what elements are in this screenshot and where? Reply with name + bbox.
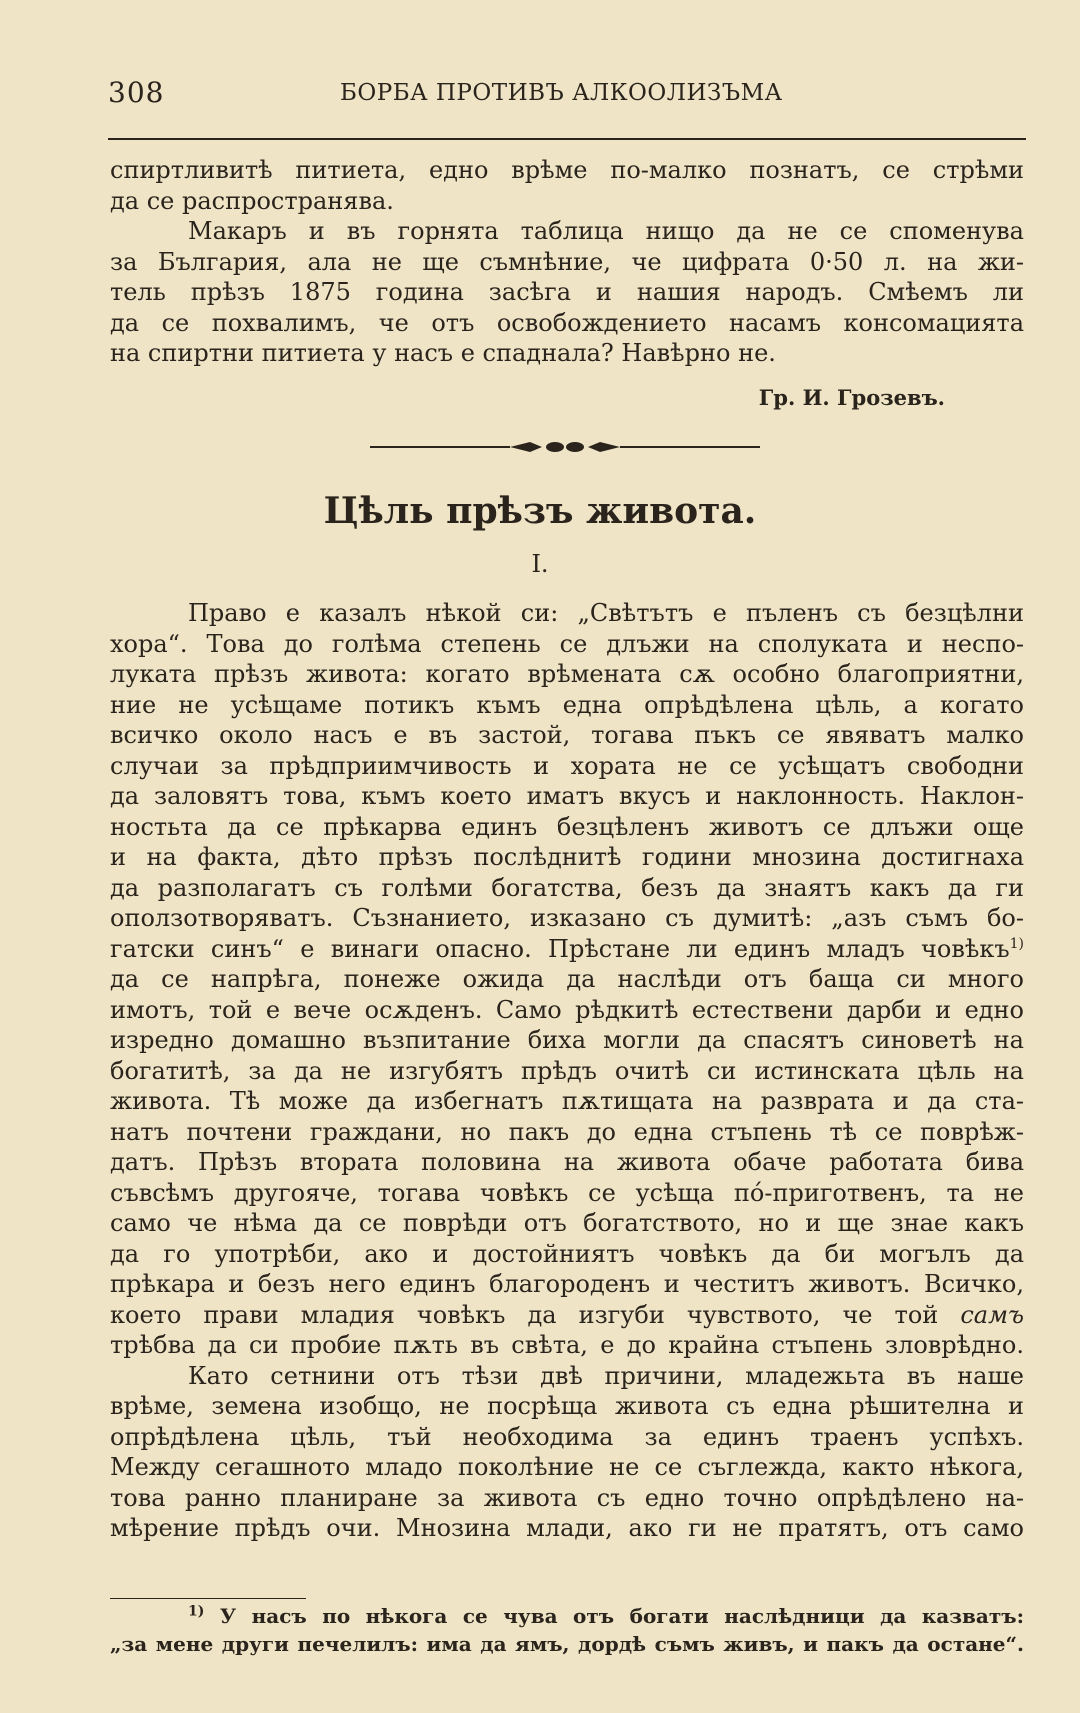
text-line: ние не усѣщаме потикъ къмъ една опрѣдѣлена цѣль, а когато <box>110 690 1024 719</box>
text-line: мѣрение прѣдъ очи. Мнозина млади, ако ги не пратятъ, отъ само <box>110 1514 1024 1542</box>
footnote-marker: 1) <box>188 1603 205 1620</box>
text-line: и на факта, дѣто прѣзъ послѣднитѣ години мнозина достигнаха <box>110 843 1024 871</box>
text-line: датъ. Прѣзъ втората половина на живота обаче работата бива <box>110 1148 1024 1176</box>
text-line: което прави младия човѣкъ да изгуби чувството, че той <box>110 1300 939 1329</box>
article-title: Цѣль прѣзъ живота. <box>323 490 757 532</box>
text-line: луката прѣзъ живота: когато врѣмената сѫ особно благоприятни, <box>110 660 1024 688</box>
running-title: БОРБА ПРОТИВЪ АЛКООЛИЗЪМА <box>340 80 783 106</box>
text-line: опрѣдѣлена цѣль, тъй необходима за единъ траенъ успѣхъ. <box>110 1422 1024 1451</box>
text-line: врѣме, земена изобщо, не посрѣща живота съ една рѣшителна и <box>110 1392 1024 1420</box>
text-line: гатски синъ“ e винаги опасно. Прѣстане ли единъ младъ човѣкъ <box>110 934 1010 963</box>
text-line: да разполагатъ съ голѣми богатства, безъ да знаятъ какъ да ги <box>110 873 1024 902</box>
text-line: да заловятъ това, къмъ което иматъ вкусъ и наклонность. Наклон- <box>110 782 1024 810</box>
text-line: богатитѣ, за да не изгубятъ прѣдъ очитѣ си истинската цѣль на <box>110 1056 1024 1085</box>
text-line: спиртливитѣ питиета, едно врѣме по-малко познатъ, се стрѣми <box>110 156 1024 184</box>
article-body <box>110 598 1024 1544</box>
text-line: случаи за прѣдприимчивость и хората не се усѣщатъ свободни <box>110 751 1024 780</box>
text-line: Макаръ и въ горнята таблица нищо да не се споменува <box>188 217 1024 245</box>
footnote-line <box>110 1602 1024 1630</box>
page-header <box>108 76 1026 120</box>
footnotes <box>110 1602 1024 1658</box>
text-line: оползотворяватъ. Съзнанието, изказано съ думитѣ: „азъ съмъ бо- <box>110 904 1024 932</box>
text-line: живота. Тѣ може да избегнатъ пѫтищата на разврата и да ста- <box>110 1087 1024 1115</box>
header-rule <box>108 138 1026 140</box>
text-line-with-italic <box>110 1300 1024 1331</box>
footnote-line: „за мене други печелилъ: има да ямъ, дордѣ съмъ живъ, и пакъ да остане“. <box>110 1632 1024 1656</box>
text-line-with-footnote <box>110 934 1024 965</box>
text-line: Между сегашното младо поколѣние не се съглежда, както нѣкога, <box>110 1453 1024 1481</box>
text-line: само че нѣма да се поврѣди отъ богатството, но и ще знае какъ <box>110 1209 1024 1237</box>
author-signature: Гр. И. Грозевъ. <box>758 385 945 410</box>
text-line: да го употрѣби, ако и достойниятъ човѣкъ да би могълъ да <box>110 1239 1024 1268</box>
footnote-rule <box>110 1598 306 1599</box>
footnote-text: У насъ по нѣкога се чува отъ богати наслѣдници да казватъ: <box>219 1604 1024 1628</box>
footnote-marker: 1) <box>1009 935 1024 952</box>
text-line: да се похвалимъ, че отъ освобождението насамъ консомацията <box>110 308 1024 337</box>
text-line: да се распространява. <box>110 186 394 215</box>
text-line: за България, ала не ще съмнѣние, че цифрата 0·50 л. на жи- <box>110 247 1024 276</box>
text-line: на спиртни питиета у насъ е спаднала? Навѣрно не. <box>110 339 776 367</box>
page-number: 308 <box>108 76 165 109</box>
text-line: всичко около насъ е въ застой, тогава пъкъ се явяватъ малко <box>110 721 1024 749</box>
text-line: прѣкара и безъ него единъ благороденъ и честитъ животъ. Всичко, <box>110 1270 1024 1298</box>
italic-word: самъ <box>960 1300 1024 1329</box>
text-line: имотъ, той е вече осѫденъ. Само рѣдкитѣ естествени дарби и едно <box>110 995 1024 1024</box>
text-line: тель прѣзъ 1875 година засѣга и нашия народъ. Смѣемъ ли <box>110 278 1024 306</box>
text-line: да се напрѣга, понеже ожида да наслѣди отъ баща си много <box>110 965 1024 993</box>
text-line: трѣбва да си пробие пѫть въ свѣта, е до крайна стъпень зловрѣдно. <box>110 1331 1024 1359</box>
text-line: Право е казалъ нѣкой си: „Свѣтътъ е пъленъ съ безцѣлни <box>188 599 1024 627</box>
text-line: съвсѣмъ другояче, тогава човѣкъ се усѣща по́-приготвенъ, та не <box>110 1178 1024 1207</box>
text-line: хора“. Това до голѣма степень се длъжи на сполуката и неспо- <box>110 629 1024 658</box>
text-line: това ранно планиране за живота съ едно точно опрѣдѣлено на- <box>110 1483 1024 1512</box>
intro-text <box>110 155 1024 369</box>
text-line: ностьта да се прѣкарва единъ безцѣленъ животъ се длъжи още <box>110 812 1024 841</box>
text-line: изредно домашно възпитание биха могли да спасятъ синоветѣ на <box>110 1026 1024 1054</box>
text-line: Като сетнини отъ тѣзи двѣ причини, младежьта въ наше <box>188 1361 1024 1390</box>
ornament-divider <box>370 436 760 458</box>
text-line: натъ почтени граждани, но пакъ до една стъпень тѣ се поврѣж- <box>110 1117 1024 1146</box>
section-number: I. <box>531 550 549 578</box>
